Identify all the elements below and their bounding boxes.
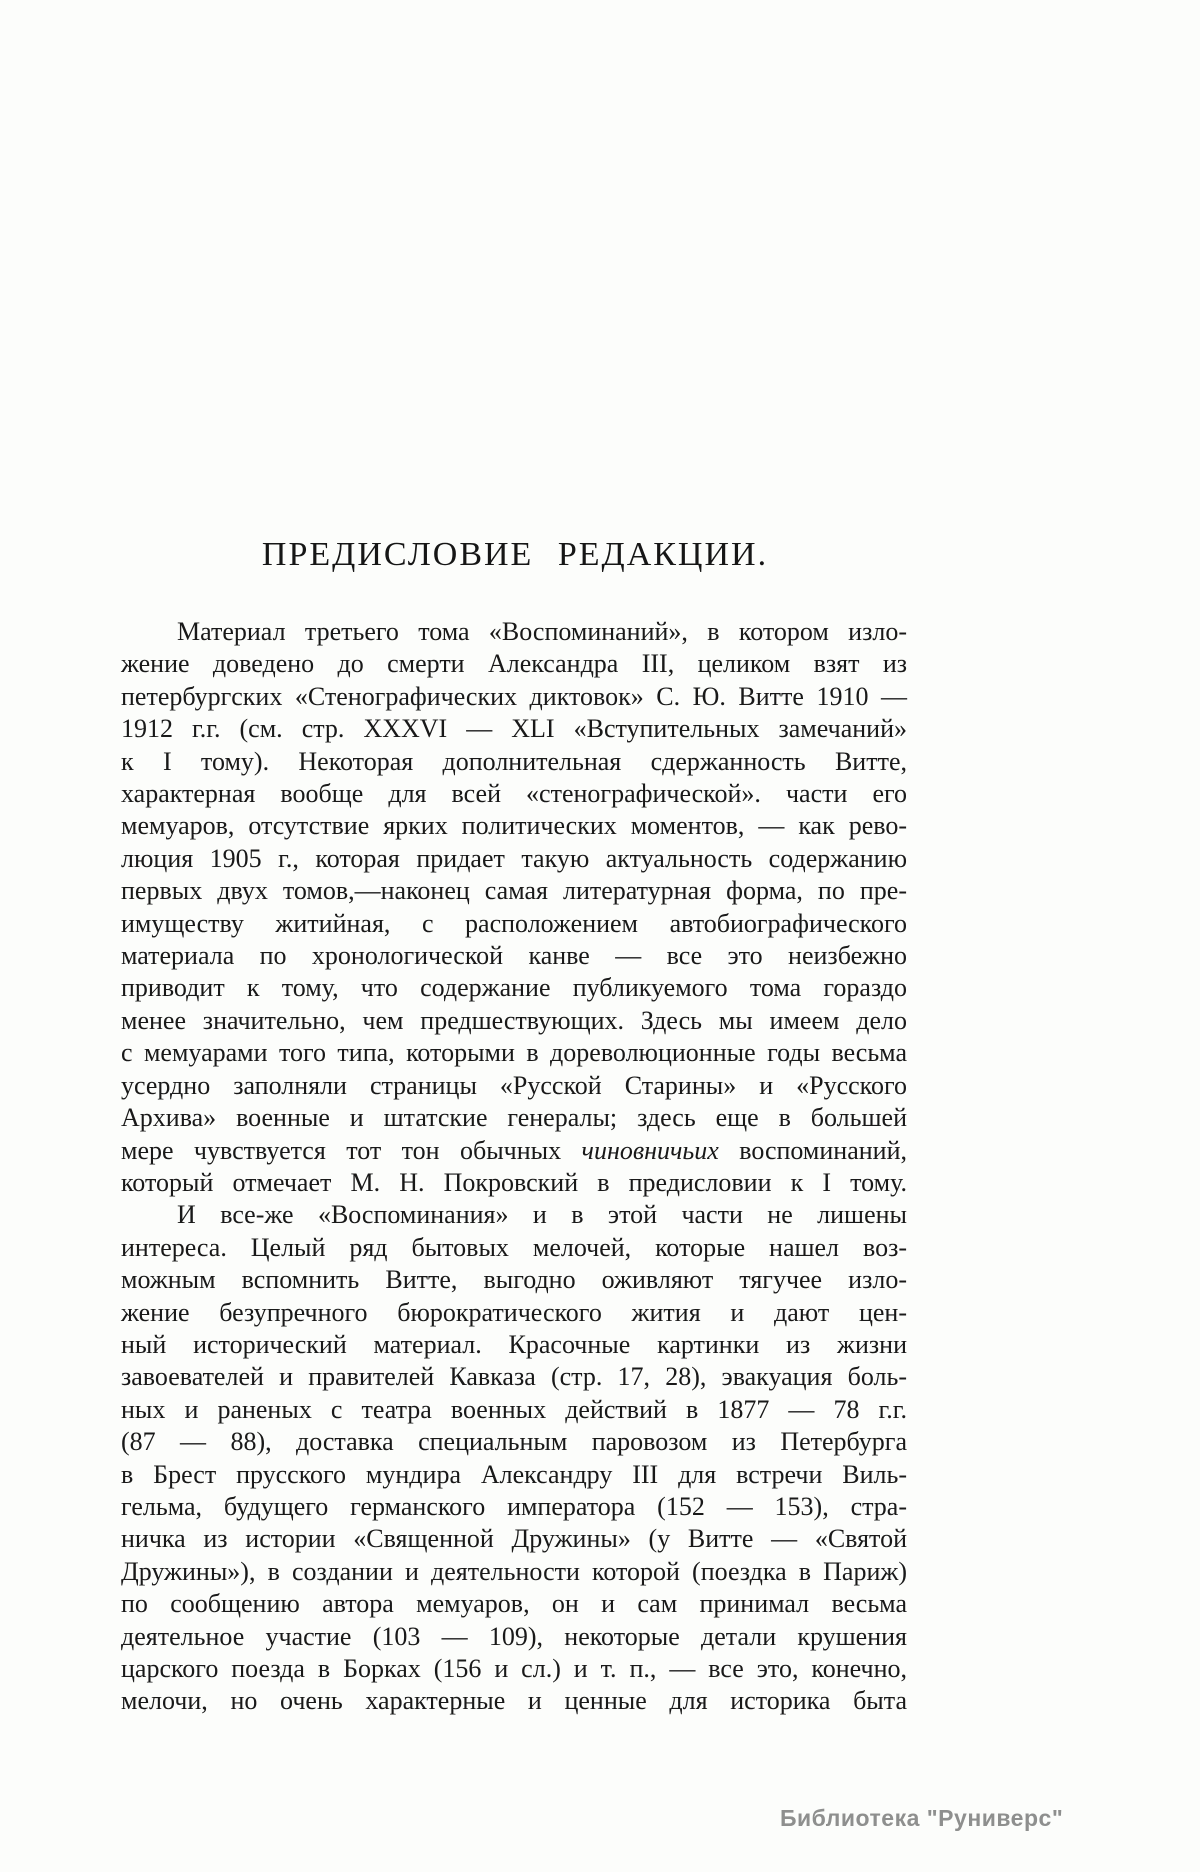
text-line: (87 — 88), доставка специальным паровозом из Петербурга <box>121 1427 907 1457</box>
text-line: Дружины»), в создании и деятельности которой (поездка в Париж) <box>121 1556 907 1586</box>
paragraph-2 <box>121 1199 907 1718</box>
text-line: можным вспомнить Витте, выгодно оживляют тягучее изло- <box>121 1265 907 1295</box>
library-watermark: Библиотека "Руниверс" <box>780 1805 1064 1831</box>
text-line: в Брест прусского мундира Александру III для встречи Виль- <box>121 1459 907 1489</box>
text-line: петербургских «Стенографических диктовок» С. Ю. Витте 1910 — <box>121 681 907 711</box>
text-line: менее значительно, чем предшествующих. Здесь мы имеем дело <box>121 1005 907 1035</box>
text-line: усердно заполняли страницы «Русской Старины» и «Русского <box>121 1070 907 1100</box>
text-line: ных и раненых с театра военных действий в 1877 — 78 г.г. <box>121 1394 907 1424</box>
text-line: материала по хронологической канве — все это неизбежно <box>121 941 907 971</box>
text-line: завоевателей и правителей Кавказа (стр. 17, 28), эвакуация боль- <box>121 1362 907 1392</box>
text-line: жение безупречного бюрократического жития и дают цен- <box>121 1297 907 1327</box>
paragraph-1 <box>121 616 907 1199</box>
text-line: 1912 г.г. (см. стр. XXXVI — XLI «Вступительных замечаний» <box>121 714 907 744</box>
text-line: И все-же «Воспоминания» и в этой части не лишены <box>177 1200 907 1230</box>
page-title: ПРЕДИСЛОВИЕ РЕДАКЦИИ. <box>261 536 769 573</box>
text-line: ничка из истории «Священной Дружины» (у Витте — «Святой <box>121 1524 907 1554</box>
text-line: мере чувствуется тот тон обычных чиновничьих воспоминаний, <box>121 1135 907 1165</box>
text-line: имуществу житийная, с расположением автобиографического <box>121 908 907 938</box>
text-line: интереса. Целый ряд бытовых мелочей, которые нашел воз- <box>121 1232 907 1262</box>
text-line: первых двух томов,—наконец самая литературная форма, по пре- <box>121 876 907 906</box>
text-line: деятельное участие (103 — 109), некоторые детали крушения <box>121 1621 907 1651</box>
italic-word: чиновничьих <box>581 1135 719 1165</box>
text-line: который отмечает М. Н. Покровский в предисловии к I тому. <box>121 1167 907 1197</box>
body-text <box>121 616 907 1718</box>
text-line: люция 1905 г., которая придает такую актуальность содержанию <box>121 843 907 873</box>
text-line: мелочи, но очень характерные и ценные для историка быта <box>121 1686 907 1716</box>
text-line: гельма, будущего германского императора (152 — 153), стра- <box>121 1491 907 1521</box>
text-line: характерная вообще для всей «стенографической». части его <box>121 779 907 809</box>
text-line: с мемуарами того типа, которыми в дореволюционные годы весьма <box>121 1038 907 1068</box>
text-line: к I тому). Некоторая дополнительная сдержанность Витте, <box>121 746 907 776</box>
text-line: царского поезда в Борках (156 и сл.) и т. п., — все это, конечно, <box>121 1654 907 1683</box>
text-line: мемуаров, отсутствие ярких политических моментов, — как рево- <box>121 811 907 841</box>
text-line: Архива» военные и штатские генералы; здесь еще в большей <box>121 1103 907 1133</box>
text-line: по сообщению автора мемуаров, он и сам принимал весьма <box>121 1589 907 1619</box>
text-line: жение доведено до смерти Александра III, целиком взят из <box>121 649 907 679</box>
text-line: Материал третьего тома «Воспоминаний», в котором изло- <box>177 617 907 646</box>
text-line: приводит к тому, что содержание публикуемого тома гораздо <box>121 973 907 1003</box>
text-line: ный исторический материал. Красочные картинки из жизни <box>121 1329 907 1359</box>
